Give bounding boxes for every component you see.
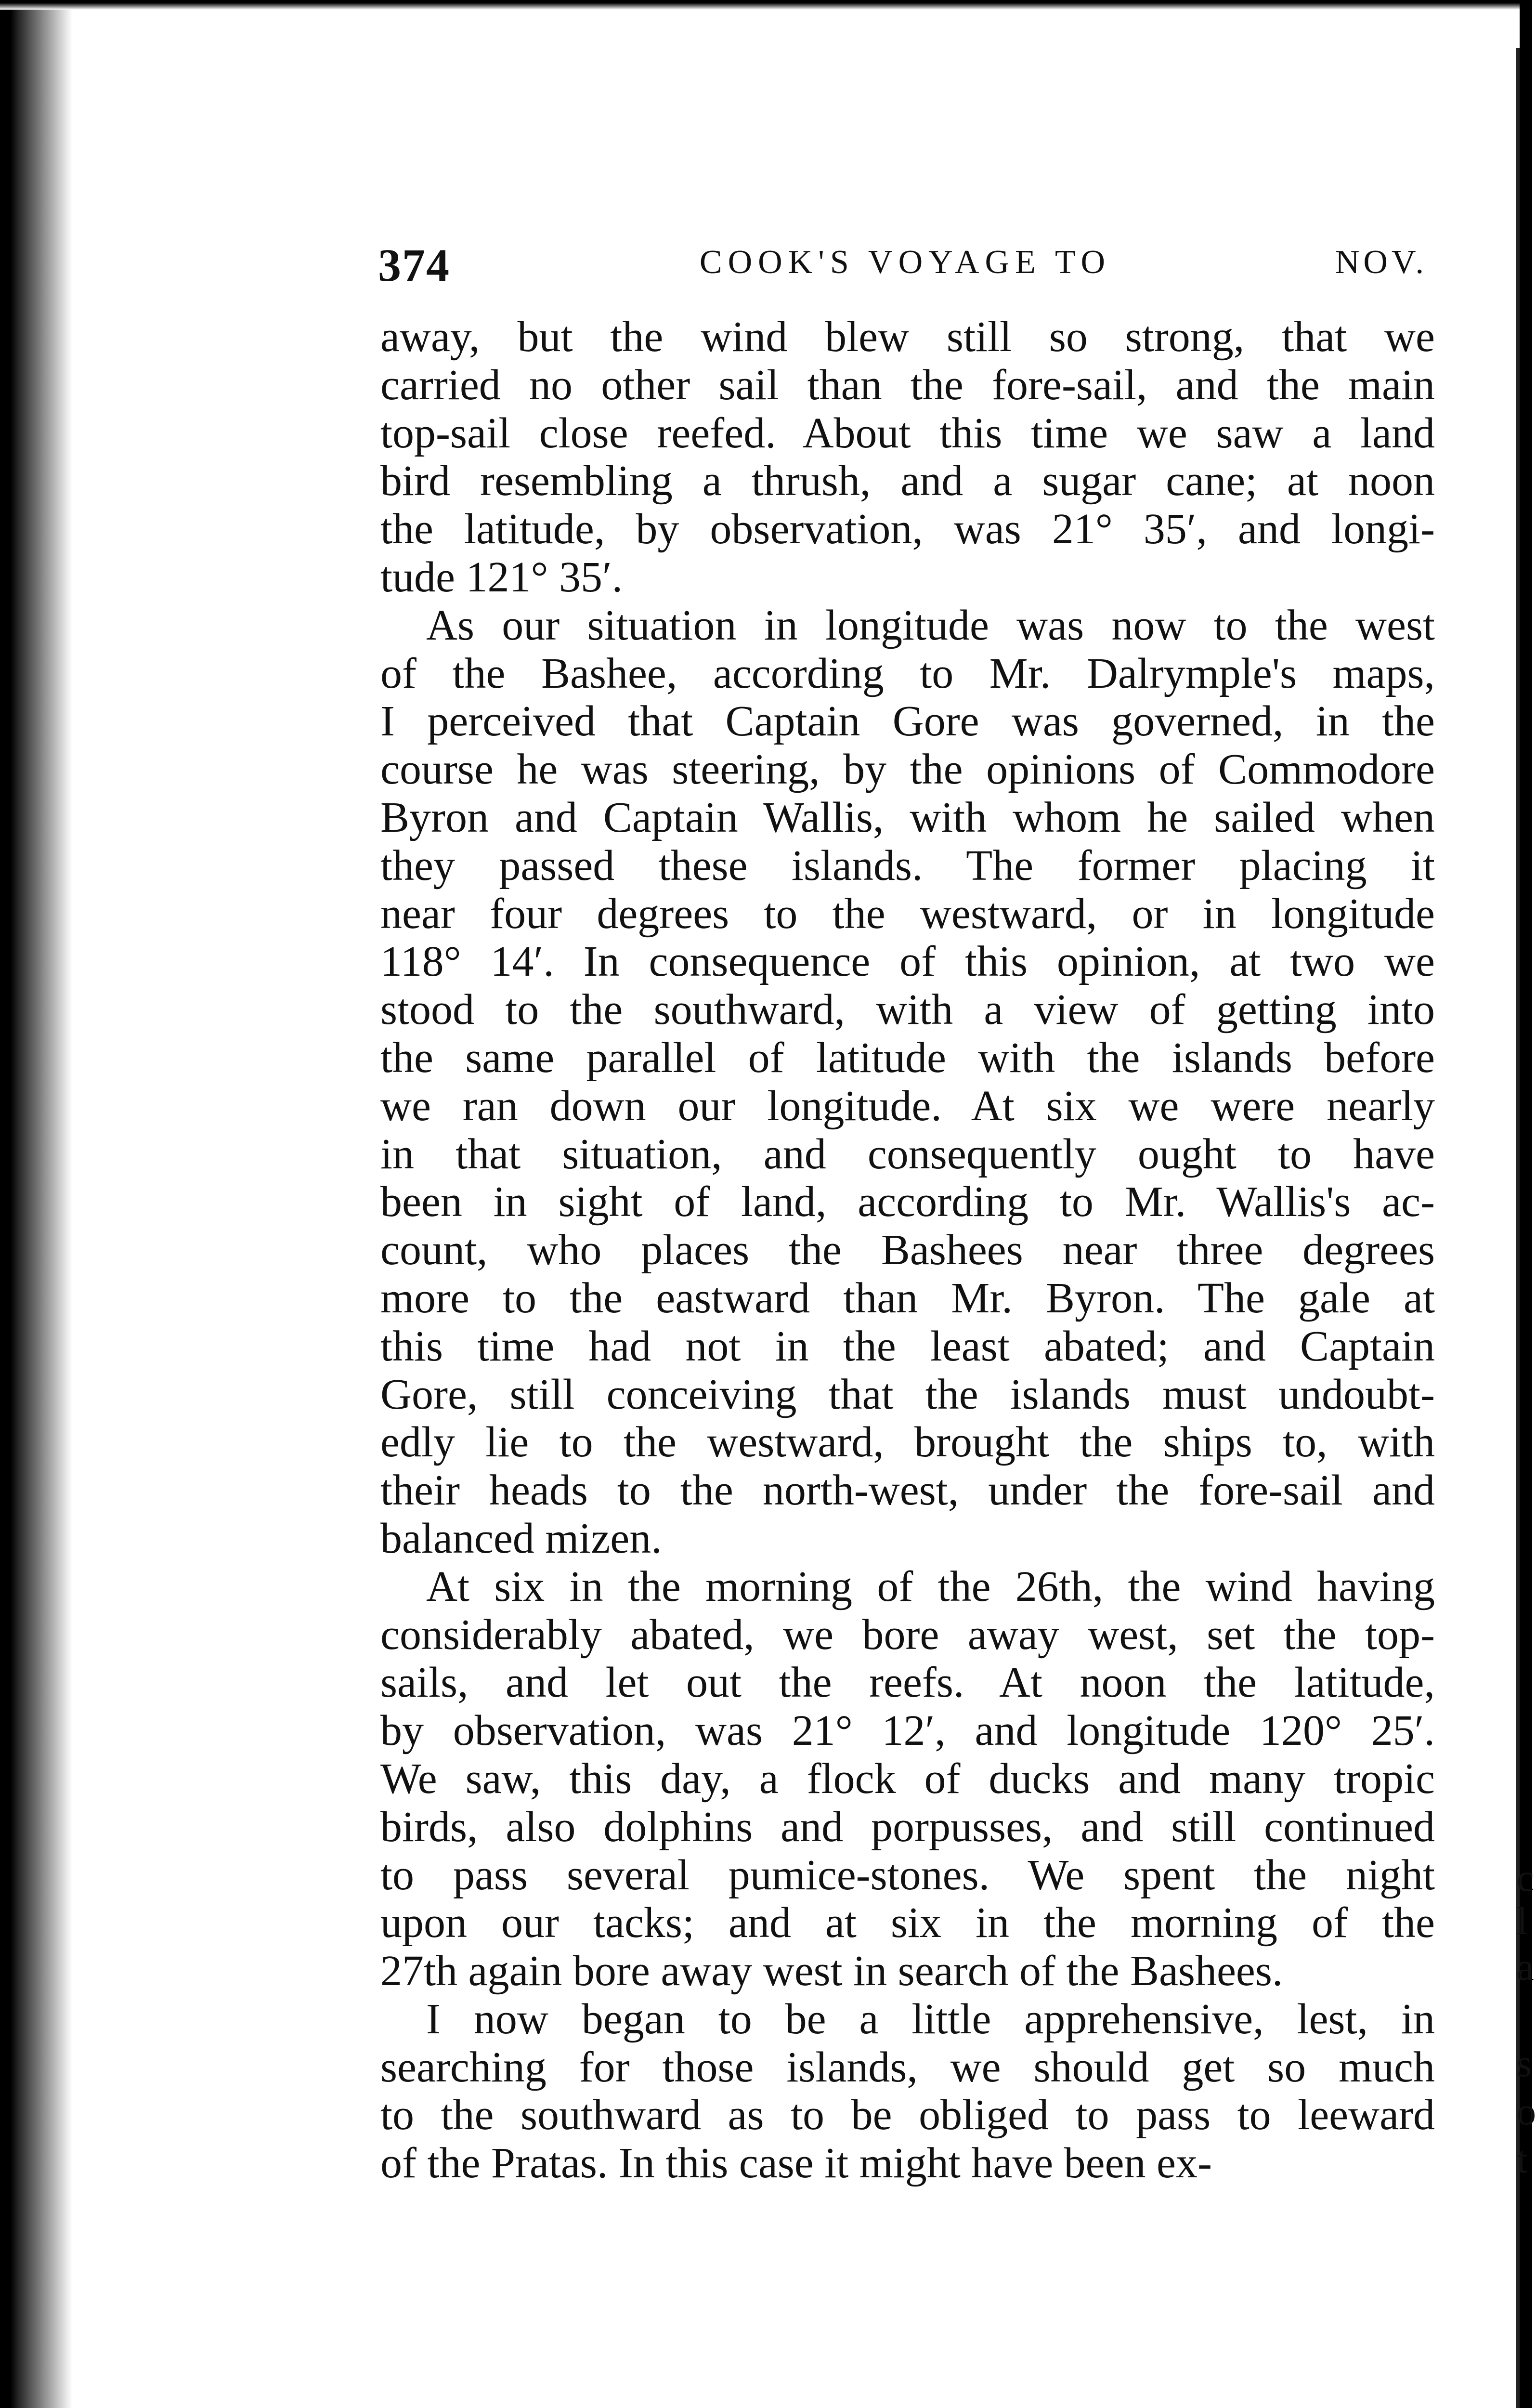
- text-line: away, but the wind blew still so strong, that we: [380, 313, 1435, 361]
- body-text: [380, 313, 1435, 2187]
- top-edge-shadow: [0, 0, 1532, 10]
- text-line: We saw, this day, a flock of ducks and many tropic: [380, 1754, 1435, 1803]
- text-line: by observation, was 21° 12′, and longitude 120° 25′.: [380, 1707, 1435, 1755]
- text-line: more to the eastward than Mr. Byron. The gale at: [380, 1274, 1435, 1322]
- text-line: Gore, still conceiving that the islands must undoubt-: [380, 1370, 1435, 1418]
- text-line: count, who places the Bashees near three degrees: [380, 1226, 1435, 1274]
- text-line: birds, also dolphins and porpusses, and still continued: [380, 1803, 1435, 1851]
- text-line: At six in the morning of the 26th, the wind having: [426, 1562, 1435, 1610]
- text-line: 118° 14′. In consequence of this opinion, at two we: [380, 938, 1435, 986]
- text-line: they passed these islands. The former placing it: [380, 841, 1435, 890]
- text-line: I now began to be a little apprehensive, lest, in: [426, 1995, 1435, 2043]
- paragraph: [380, 602, 1435, 1563]
- text-line: As our situation in longitude was now to the west: [426, 601, 1435, 649]
- paragraph: [380, 1995, 1435, 2187]
- text-line: considerably abated, we bore away west, set the top-: [380, 1610, 1435, 1659]
- text-line: in that situation, and consequently ought to have: [380, 1130, 1435, 1178]
- text-line: near four degrees to the westward, or in longitude: [380, 890, 1435, 938]
- text-line: searching for those islands, we should get so much: [380, 2043, 1435, 2091]
- facing-page-fragment: t: [1517, 2139, 1528, 2181]
- text-line: balanced mizen.: [380, 1514, 662, 1562]
- facing-page-fragment: o: [1517, 2091, 1536, 2133]
- text-line: bird resembling a thrush, and a sugar cane; at noon: [380, 457, 1435, 505]
- facing-page-fragment: c: [1517, 1857, 1534, 1899]
- text-line: tude 121° 35′.: [380, 553, 623, 601]
- text-line: the latitude, by observation, was 21° 35′, and longi-: [380, 505, 1435, 553]
- left-gutter-shadow: [0, 0, 72, 2408]
- paragraph: [380, 313, 1435, 602]
- text-line: course he was steering, by the opinions of Commodore: [380, 746, 1435, 794]
- text-line: stood to the southward, with a view of getting into: [380, 986, 1435, 1034]
- text-line: of the Pratas. In this case it might have been ex-: [380, 2139, 1212, 2187]
- running-head: [378, 238, 1432, 291]
- text-line: carried no other sail than the fore-sail, and the main: [380, 361, 1435, 409]
- page-number: 374: [378, 239, 450, 291]
- paragraph: [380, 1563, 1435, 1995]
- text-line: to the southward as to be obliged to pass to leeward: [380, 2091, 1435, 2139]
- running-head-title: COOK'S VOYAGE TO: [699, 244, 1111, 281]
- text-line: this time had not in the least abated; and Captain: [380, 1322, 1435, 1370]
- text-line: the same parallel of latitude with the islands before: [380, 1034, 1435, 1082]
- text-line: 27th again bore away west in search of the Bashees.: [380, 1947, 1283, 1995]
- text-line: I perceived that Captain Gore was governed, in the: [380, 697, 1435, 746]
- text-line: we ran down our longitude. At six we were nearly: [380, 1082, 1435, 1130]
- text-line: been in sight of land, according to Mr. Wallis's ac-: [380, 1178, 1435, 1226]
- facing-page-fragment: l: [1517, 1900, 1528, 1943]
- text-line: of the Bashee, according to Mr. Dalrymple's maps,: [380, 649, 1435, 697]
- running-head-month: NOV.: [1335, 244, 1428, 281]
- facing-page-fragment: a: [1517, 1946, 1534, 1989]
- facing-page-fragment: s: [1517, 2042, 1532, 2085]
- text-line: sails, and let out the reefs. At noon the latitude,: [380, 1659, 1435, 1707]
- text-line: to pass several pumice-stones. We spent the night: [380, 1851, 1435, 1899]
- text-line: their heads to the north-west, under the fore-sail and: [380, 1466, 1435, 1515]
- text-line: upon our tacks; and at six in the morning of the: [380, 1899, 1435, 1947]
- text-line: edly lie to the westward, brought the ships to, with: [380, 1418, 1435, 1466]
- text-line: Byron and Captain Wallis, with whom he sailed when: [380, 793, 1435, 841]
- text-line: top-sail close reefed. About this time we saw a land: [380, 409, 1435, 457]
